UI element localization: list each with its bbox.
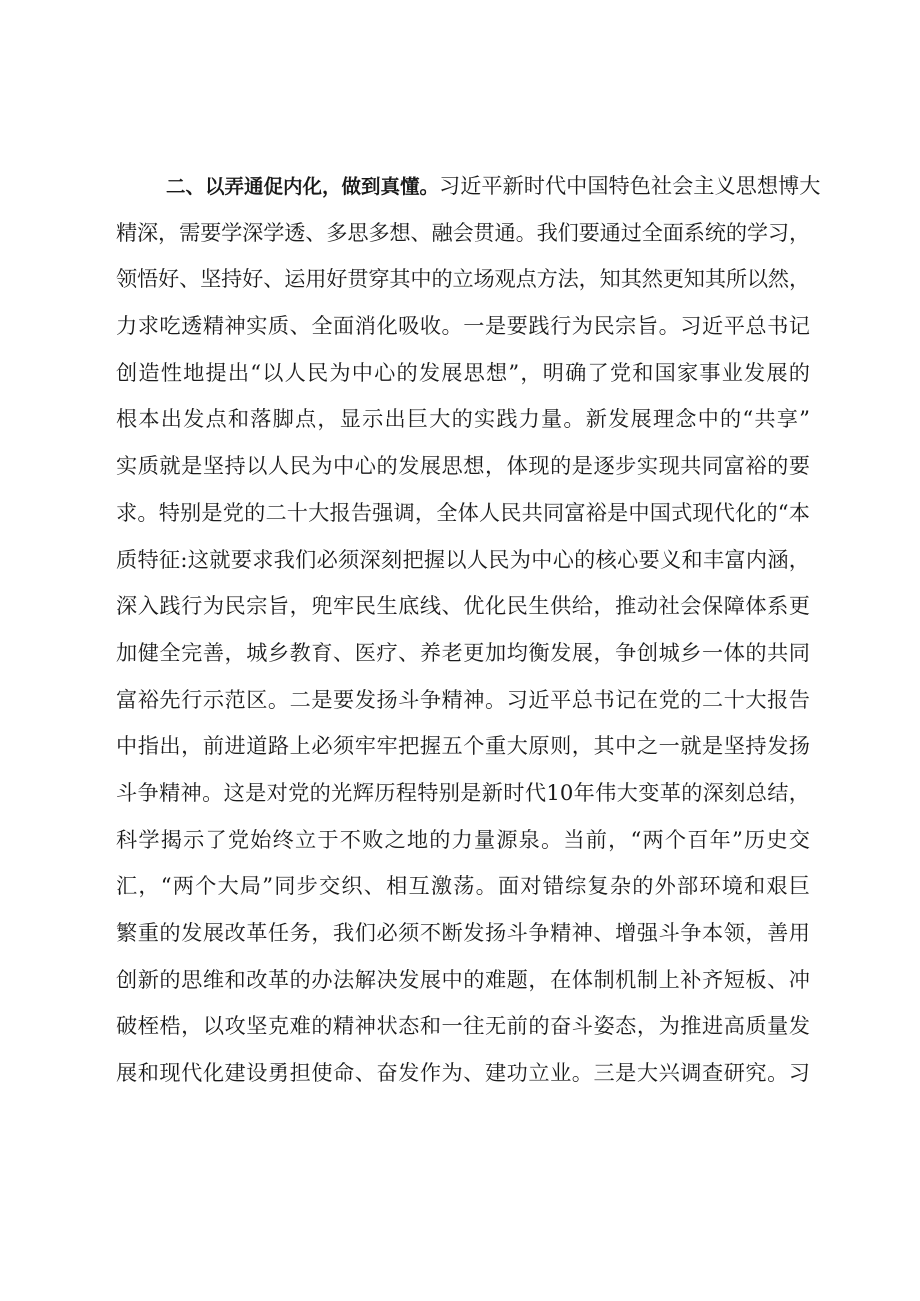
- text-line: 科学揭示了党始终立于不败之地的力量源泉。当前，“两个百年”历史交: [116, 826, 810, 852]
- text-line: 求。特别是党的二十大报告强调，全体人民共同富裕是中国式现代化的“本: [116, 499, 810, 525]
- text-line: 根本出发点和落脚点，显示出巨大的实践力量。新发展理念中的“共享”: [116, 406, 810, 432]
- text-line: 加健全完善，城乡教育、医疗、养老更加均衡发展，争创城乡一体的共同: [116, 639, 810, 665]
- text-line: 创新的思维和改革的办法解决发展中的难题，在体制机制上补齐短板、冲: [116, 966, 810, 992]
- text-line: 质特征:这就要求我们必须深刻把握以人民为中心的核心要义和丰富内涵，: [116, 546, 810, 572]
- text-line: 深入践行为民宗旨，兜牢民生底线、优化民生供给，推动社会保障体系更: [116, 593, 810, 619]
- text-line: 展和现代化建设勇担使命、奋发作为、建功立业。三是大兴调查研究。习: [116, 1060, 810, 1086]
- text-line: [116, 163, 821, 210]
- text-line: 精深，需要学深学透、多思多想、融会贯通。我们要通过全面系统的学习，: [116, 219, 810, 245]
- text-line: 斗争精神。这是对党的光辉历程特别是新时代10年伟大变革的深刻总结，: [116, 779, 810, 805]
- text-line: 力求吃透精神实质、全面消化吸收。一是要践行为民宗旨。习近平总书记: [116, 313, 810, 339]
- text-line: 富裕先行示范区。二是要发扬斗争精神。习近平总书记在党的二十大报告: [116, 686, 810, 712]
- text-line: 中指出，前进道路上必须牢牢把握五个重大原则，其中之一就是坚持发扬: [116, 733, 810, 759]
- text-line: 创造性地提出“以人民为中心的发展思想”，明确了党和国家事业发展的: [116, 359, 810, 385]
- body-paragraph: [116, 163, 821, 1097]
- text-line: 领悟好、坚持好、运用好贯穿其中的立场观点方法，知其然更知其所以然，: [116, 266, 810, 292]
- text-line: 实质就是坚持以人民为中心的发展思想，体现的是逐步实现共同富裕的要: [116, 453, 810, 479]
- line-text: 习近平新时代中国特色社会主义思想博大: [439, 173, 821, 198]
- text-line: 繁重的发展改革任务，我们必须不断发扬斗争精神、增强斗争本领，善用: [116, 920, 810, 945]
- text-line: 汇，“两个大局”同步交织、相互激荡。面对错综复杂的外部环境和艰巨: [116, 873, 810, 899]
- text-line: 破桎梏，以攻坚克难的精神状态和一往无前的奋斗姿态，为推进高质量发: [116, 1013, 810, 1039]
- section-heading: 二、以弄通促内化，做到真懂。: [166, 175, 440, 198]
